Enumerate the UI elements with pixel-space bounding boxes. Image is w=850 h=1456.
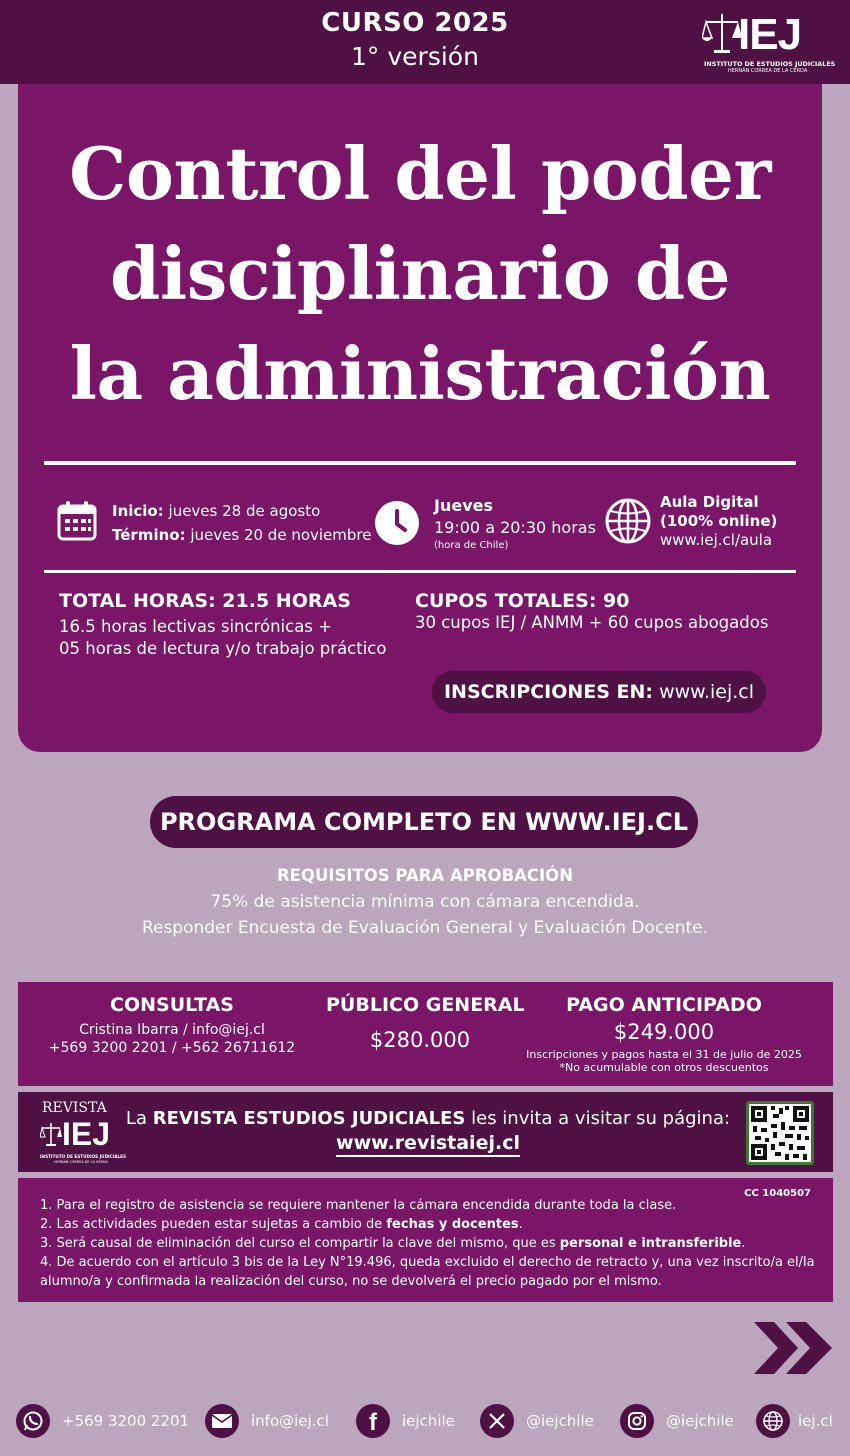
footer-email[interactable]: [205, 1404, 329, 1438]
footer-instagram[interactable]: [620, 1404, 734, 1438]
clock-icon: [374, 500, 420, 546]
header-bar: [0, 0, 850, 84]
course-year: CURSO 2025: [321, 8, 509, 38]
requirements-heading: REQUISITOS PARA APROBACIÓN: [276, 866, 574, 885]
mode-line: (100% online): [660, 512, 778, 530]
iej-logo: [700, 10, 836, 78]
pricing-box: [18, 982, 833, 1086]
course-title-line: Control del poder: [69, 131, 771, 216]
qr-code-icon: [749, 1104, 811, 1162]
double-chevron-icon: [752, 1320, 834, 1376]
early-price-heading: PAGO ANTICIPADO: [566, 994, 762, 1016]
course-hero-panel: [18, 84, 822, 752]
term-item: [40, 1215, 830, 1234]
term-item: 1. Para el registro de asistencia se requiere mantener la cámara encendida durante toda la clase.: [40, 1198, 677, 1213]
divider: [44, 461, 796, 465]
term-text: 3. Será causal de eliminación del curso el compartir la clave del mismo, que es: [40, 1236, 556, 1251]
footer-facebook[interactable]: [356, 1404, 455, 1438]
hours-detail: [59, 616, 386, 660]
revista-logo-subtitle-2: HERNÁN CORREA DE LA CERDA: [54, 1160, 108, 1164]
logo-letters: IEJ: [738, 10, 802, 59]
hours-line: 16.5 horas lectivas sincrónicas +: [59, 617, 332, 636]
term-text: .: [741, 1236, 746, 1251]
term-text: 2. Las actividades pueden estar sujetas a cambio de: [40, 1217, 383, 1232]
course-code: CC 1040507: [744, 1188, 811, 1199]
instagram-icon: [620, 1404, 654, 1438]
whatsapp-icon: [16, 1404, 50, 1438]
seats-heading: CUPOS TOTALES: 90: [415, 590, 630, 612]
class-time: 19:00 a 20:30 horas: [434, 518, 596, 537]
footer-email-text: info@iej.cl: [251, 1412, 329, 1430]
revista-prefix: La: [125, 1108, 147, 1129]
end-label: Término:: [112, 526, 186, 544]
class-day: Jueves: [434, 496, 493, 515]
registration-link[interactable]: www.iej.cl: [659, 681, 755, 703]
term-emphasis: personal e intransferible: [559, 1236, 742, 1251]
footer-whatsapp[interactable]: [16, 1404, 189, 1438]
early-price-note: Inscripciones y pagos hasta el 31 de julio de 2025: [526, 1048, 802, 1061]
revista-name: REVISTA ESTUDIOS JUDICIALES: [152, 1108, 466, 1129]
course-title-line: disciplinario de: [110, 231, 730, 316]
term-item: 4. De acuerdo con el artículo 3 bis de la Ley N°19.496, queda excluido el derecho de retracto y, una vez inscrito/a el/la alumno/a y confirmada la realización del curso, no se devolverá el precio pagado por el mismo.: [40, 1255, 815, 1289]
timezone-note: (hora de Chile): [434, 540, 509, 551]
logo-subtitle-2: HERNÁN CORREA DE LA CERDA: [728, 68, 808, 74]
course-title-line: la administración: [69, 331, 771, 416]
qr-code[interactable]: [746, 1101, 814, 1165]
early-price-note: *No acumulable con otros descuentos: [559, 1061, 769, 1074]
footer-x-text: @iejchile: [526, 1412, 594, 1430]
end-date: jueves 20 de noviembre: [190, 526, 372, 544]
start-date: jueves 28 de agosto: [168, 502, 321, 520]
program-button[interactable]: PROGRAMA COMPLETO EN WWW.IEJ.CL: [150, 796, 698, 848]
schedule-dates: [112, 499, 371, 547]
seats-detail: 30 cupos IEJ / ANMM + 60 cupos abogados: [415, 613, 769, 632]
course-version: 1° versión: [351, 42, 479, 71]
revista-suffix: les invita a visitar su página:: [471, 1108, 731, 1129]
revista-banner: [18, 1092, 833, 1172]
footer-web-text: iej.cl: [798, 1412, 833, 1430]
terms-box: [18, 1178, 833, 1302]
revista-link[interactable]: www.revistaiej.cl: [336, 1132, 520, 1157]
facebook-icon: f: [356, 1404, 390, 1438]
contact-email[interactable]: Cristina Ibarra / info@iej.cl: [79, 1022, 265, 1038]
schedule-time: [434, 495, 596, 553]
start-label: Inicio:: [112, 502, 164, 520]
aula-link[interactable]: www.iej.cl/aula: [660, 531, 773, 549]
revista-logo-subtitle: INSTITUTO DE ESTUDIOS JUDICIALES: [40, 1154, 127, 1159]
term-emphasis: fechas y docentes: [386, 1217, 519, 1232]
x-icon: [480, 1404, 514, 1438]
contact-phones: +569 3200 2201 / +562 26711612: [48, 1040, 296, 1056]
globe-icon: [604, 497, 652, 545]
general-price-heading: PÚBLICO GENERAL: [326, 994, 525, 1016]
scales-icon: [702, 12, 742, 56]
revista-logo-top: REVISTA: [42, 1100, 107, 1116]
course-title: [18, 124, 822, 424]
requirement-line: 75% de asistencia mínima con cámara encendida.: [210, 892, 640, 912]
early-price-column: [514, 994, 814, 1074]
footer-instagram-text: @iejchile: [666, 1412, 734, 1430]
term-item: [40, 1234, 830, 1253]
early-price: $249.000: [613, 1020, 715, 1044]
total-hours-heading: TOTAL HORAS: 21.5 HORAS: [59, 590, 351, 612]
general-price-column: [326, 994, 525, 1052]
footer-x[interactable]: [480, 1404, 594, 1438]
term-text: .: [518, 1217, 523, 1232]
hours-line: 05 horas de lectura y/o trabajo práctico: [59, 639, 387, 658]
requirement-line: Responder Encuesta de Evaluación General y Evaluación Docente.: [141, 918, 709, 938]
general-price: $280.000: [369, 1028, 471, 1052]
revista-url-wrap: [118, 1132, 738, 1154]
divider: [44, 570, 796, 573]
registration-label: INSCRIPCIONES EN:: [443, 681, 654, 703]
footer-whatsapp-text: +569 3200 2201: [62, 1412, 190, 1430]
logo-subtitle: INSTITUTO DE ESTUDIOS JUDICIALES: [704, 60, 836, 68]
globe-icon: [756, 1404, 790, 1438]
revista-invite: [118, 1108, 738, 1129]
footer-facebook-text: iejchile: [402, 1412, 455, 1430]
revista-logo: [40, 1100, 127, 1170]
mail-icon: [205, 1404, 239, 1438]
class-mode: [660, 493, 777, 550]
terms-list: [40, 1196, 830, 1291]
registration-pill[interactable]: [432, 671, 766, 713]
contact-heading: CONSULTAS: [110, 994, 234, 1016]
footer-web[interactable]: [756, 1404, 833, 1438]
calendar-icon: [56, 500, 98, 542]
contact-column: [18, 994, 326, 1056]
mode-line: Aula Digital: [660, 493, 759, 511]
revista-logo-letters: IEJ: [62, 1116, 111, 1152]
scales-icon: [40, 1122, 62, 1148]
